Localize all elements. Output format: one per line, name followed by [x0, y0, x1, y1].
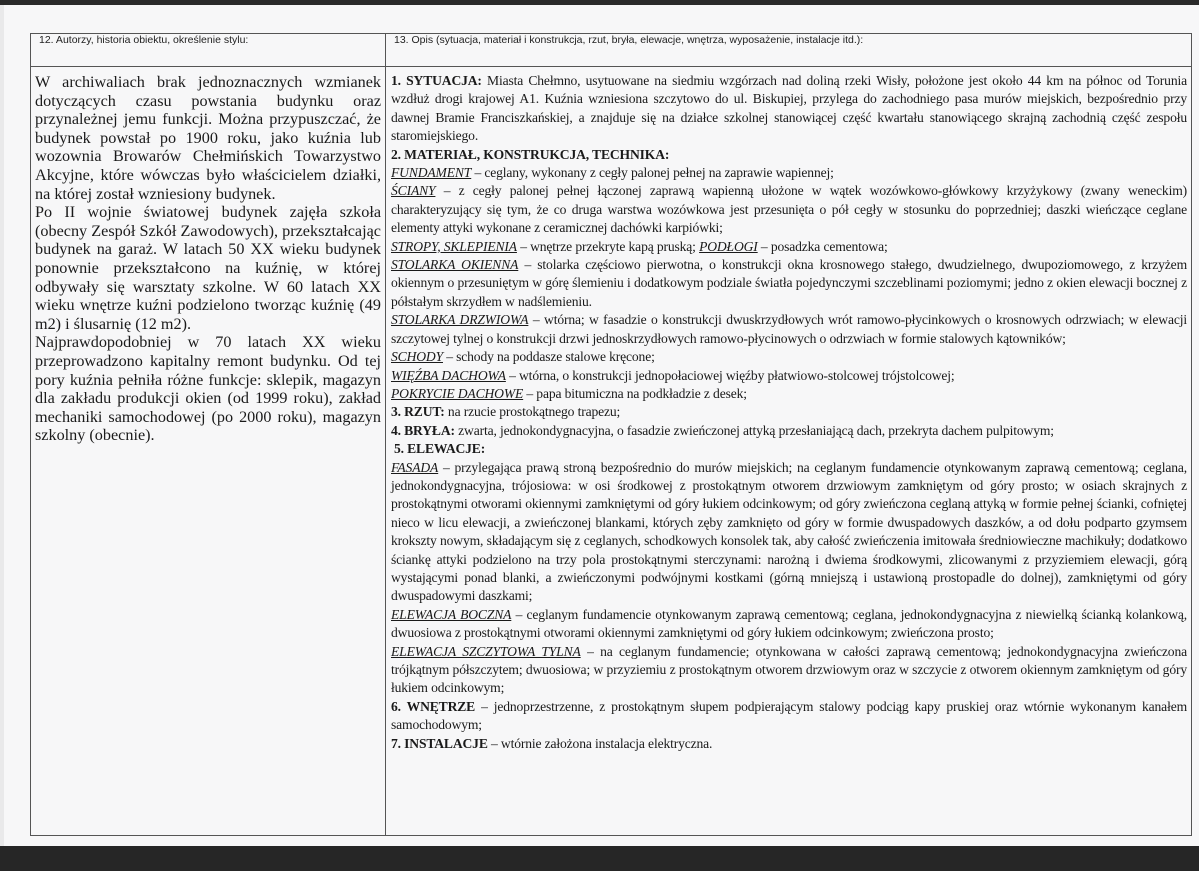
item-fundament — [391, 164, 1187, 182]
history-paragraph: Najprawdopodobniej w 70 latach XX wieku przeprowadzono kapitalny remont budynku. Od tej pory kuźnia pełniła różne funkcje: sklepik, magazyn dla zakładu produkcji okien (od 1999 roku), zakład mechaniki samochodowej (po 2000 roku), magazyn szkolny (obecnie). — [35, 333, 381, 445]
item-text: – z cegły palonej pełnej łączonej zaprawą wapienną ułożone w wątek wozówkowo-główkowy krzyżykowy (zwany weneckim) charakteryzujący się tym, że co druga warstwa wozówkowa jest przesunięta o pół cegły w stosunku do poprzedniej; daszki wieńczące ceglane elementy attyki wykonane z ceramicznej dachówki karpiówki; — [391, 183, 1187, 236]
item-label: ELEWACJA SZCZYTOWA TYLNA — [391, 643, 581, 659]
item-text: – stolarka częściowo pierwotna, o konstrukcji okna krosnowego stałego, dwudzielnego, dwupoziomowego, z krzyżem okiennym o przesuniętym w górę ślemieniu i dodatkowym podziale światła pojedynczymi szczeblinami poziomymi; jedno z okien elewacji bocznej z półstałym skrzydłem w nadślemieniu. — [391, 257, 1187, 309]
section-bryla — [391, 422, 1187, 440]
item-label: STOLARKA OKIENNA — [391, 257, 519, 273]
section-label: 3. RZUT: — [391, 404, 445, 420]
item-text: – ceglany, wykonany z cegły palonej pełnej na zaprawie wapiennej; — [471, 165, 834, 181]
section-label: 7. INSTALACJE — [391, 735, 488, 751]
item-label: FASADA — [391, 459, 439, 475]
item-text: – schody na poddasze stalowe kręcone; — [442, 349, 655, 365]
item-label: STROPY, SKLEPIENIA — [391, 238, 517, 254]
item-elewacja-boczna — [391, 606, 1187, 643]
item-label: STOLARKA DRZWIOWA — [391, 312, 529, 328]
item-label: ŚCIANY — [391, 183, 436, 199]
item-label: POKRYCIE DACHOWE — [391, 385, 524, 401]
item-text: – papa bitumiczna na podkładzie z desek; — [523, 385, 747, 401]
history-cell — [31, 67, 386, 836]
item-text: – posadzka cementowa; — [757, 238, 888, 254]
description-cell — [386, 67, 1192, 836]
section-wnetrze — [391, 698, 1187, 735]
section-material-heading: 2. MATERIAŁ, KONSTRUKCJA, TECHNIKA: — [391, 146, 670, 162]
section-instalacje — [391, 735, 1187, 753]
item-fasada — [391, 459, 1187, 606]
record-table — [30, 33, 1192, 836]
item-stolarka-drzwiowa — [391, 311, 1187, 348]
item-label: ELEWACJA BOCZNA — [391, 606, 512, 622]
section-label: 6. WNĘTRZE — [391, 698, 476, 714]
section-sytuacja — [391, 72, 1187, 146]
section-text: – wtórnie założona instalacja elektryczna. — [487, 735, 713, 751]
section-text: Miasta Chełmno, usytuowane na siedmiu wzgórzach nad doliną rzeki Wisły, położone jest około 44 km na północ od Torunia wzdłuż drogi krajowej A1. Kuźnia wzniesiona szczytowo do ul. Biskupiej, przylega do zachodniego pasa murów miejskich, bezpośrednio przy dawnej Bramie Franciszkańskiej, a znajduje się na działce szkolnej stanowiącej część kwartału stanowiącego skrajną zachodnią część zespołu staromiejskiego. — [391, 73, 1187, 144]
item-sciany — [391, 182, 1187, 237]
item-text: – wtórna, o konstrukcji jednopołaciowej więźby płatwiowo-stolcowej trójstolcowej; — [505, 367, 955, 383]
item-text: – wnętrze przekryte kapą pruską; — [516, 238, 700, 254]
section-text: zwarta, jednokondygnacyjna, o fasadzie zwieńczonej attyką przesłaniającą dach, przekryta dachem pulpitowym; — [454, 422, 1054, 438]
item-label: WIĘŹBA DACHOWA — [391, 367, 506, 383]
section-text: – jednoprzestrzenne, z prostokątnym słupem podpierającym stalowy podciąg kapy pruskiej oraz wtórnie wykonanym kanałem samochodowym; — [391, 698, 1187, 733]
item-schody — [391, 348, 1187, 366]
section-rzut — [391, 403, 1187, 421]
section-label: 1. SYTUACJA: — [391, 73, 482, 88]
history-paragraph: Po II wojnie światowej budynek zajęła szkoła (obecny Zespół Szkół Zawodowych), przekształcając budynek na garaż. W latach 50 XX wieku budynek ponownie przekształcono na kuźnię, w której odbywały się warsztaty szkolne. W 60 latach XX wieku wnętrze kuźni podzielono tworząc kuźnię (49 m2) i ślusarnię (12 m2). — [35, 203, 381, 333]
item-text: – ceglanym fundamencie otynkowanym zaprawą cementową; ceglana, jednokondygnacyjna z niewielką ścianką kolankową, dwuosiowa z prostokątnymi otworami okiennymi zamkniętymi od góry łukiem odcinkowym; zwieńczona prosto; — [391, 606, 1187, 641]
item-label: SCHODY — [391, 349, 443, 365]
description-header: 13. Opis (sytuacja, materiał i konstrukcja, rzut, bryła, elewacje, wnętrza, wyposażenie, instalacje itd.): — [386, 34, 1192, 67]
item-text: – przylegająca prawą stroną bezpośrednio do murów miejskich; na ceglanym fundamencie otynkowanym zaprawą cementową; ceglana, jednokondygnacyjna, trójosiowa: w osi środkowej z prostokątnym otworem drzwiowym zamkniętym od góry prosto; w osiach skrajnych z prostokątnymi otworami okiennymi zamkniętymi od góry łukiem odcinkowym; od góry zwieńczona ceglaną attyką w formie pełnej ścianki, cofniętej nieco w licu elewacji, a zwieńczonej blankami, których zęby zamknięto od góry w formie dwuspadowych daszków, a od dołu podparto gzymsem krokszty nowym, składającym się z ceglanych, schodkowych konsolek tak, aby całość zwieńczenia imitowała średniowieczne machikuły; dodatkowo ściankę attyki podzielono na trzy pola prostokątnymi sterczynami: narożną i dwiema środkowymi, zlicowanymi z przyziemiem elewacji, górą wystającymi ponad blanki, a zwieńczonymi podwójnymi kostkami (górną mniejszą i ustawioną prostopadle do dolnej), zamkniętymi od góry dwuspadowymi daszkami; — [391, 459, 1187, 604]
item-pokrycie — [391, 385, 1187, 403]
item-wiezba — [391, 367, 1187, 385]
item-text: – na ceglanym fundamencie; otynkowana w całości zaprawą cementową; jednokondygnacyjna zwieńczona trójkątnym półszczytem; dwuosiowa; w przyziemiu z prostokątnym otworem drzwiowym oraz w szczycie z otworem okiennym zamkniętym od góry łukiem odcinkowym; — [391, 643, 1187, 696]
history-header: 12. Autorzy, historia obiektu, określenie stylu: — [31, 34, 386, 67]
item-label: FUNDAMENT — [391, 165, 472, 181]
history-paragraph: W archiwaliach brak jednoznacznych wzmianek dotyczących czasu powstania budynku oraz przynależnej jemu funkcji. Można przypuszczać, że budynek powstał po 1900 roku, jako kuźnia lub wozownia Browarów Chełmińskich Towarzystwo Akcyjne, które wówczas było właścicielem działki, na której został wzniesiony budynek. — [35, 73, 381, 203]
item-stropy-podlogi — [391, 238, 1187, 256]
item-stolarka-okienna — [391, 256, 1187, 311]
item-elewacja-tylna — [391, 643, 1187, 698]
item-text: – wtórna; w fasadzie o konstrukcji dwuskrzydłowych wrót ramowo-płycinkowych o krosnowych odrzwiach; w elewacji szczytowej tylnej o konstrukcji drzwi jednoskrzydłowych ramowo-płycinowych o odrzwiach w formie stalowych kątowników; — [391, 312, 1187, 346]
section-elewacje-heading: 5. ELEWACJE: — [394, 441, 486, 457]
section-label: 4. BRYŁA: — [391, 422, 455, 438]
section-text: na rzucie prostokątnego trapezu; — [444, 404, 621, 420]
scan-bottom-edge — [0, 846, 1199, 871]
item-label: PODŁOGI — [699, 238, 758, 254]
